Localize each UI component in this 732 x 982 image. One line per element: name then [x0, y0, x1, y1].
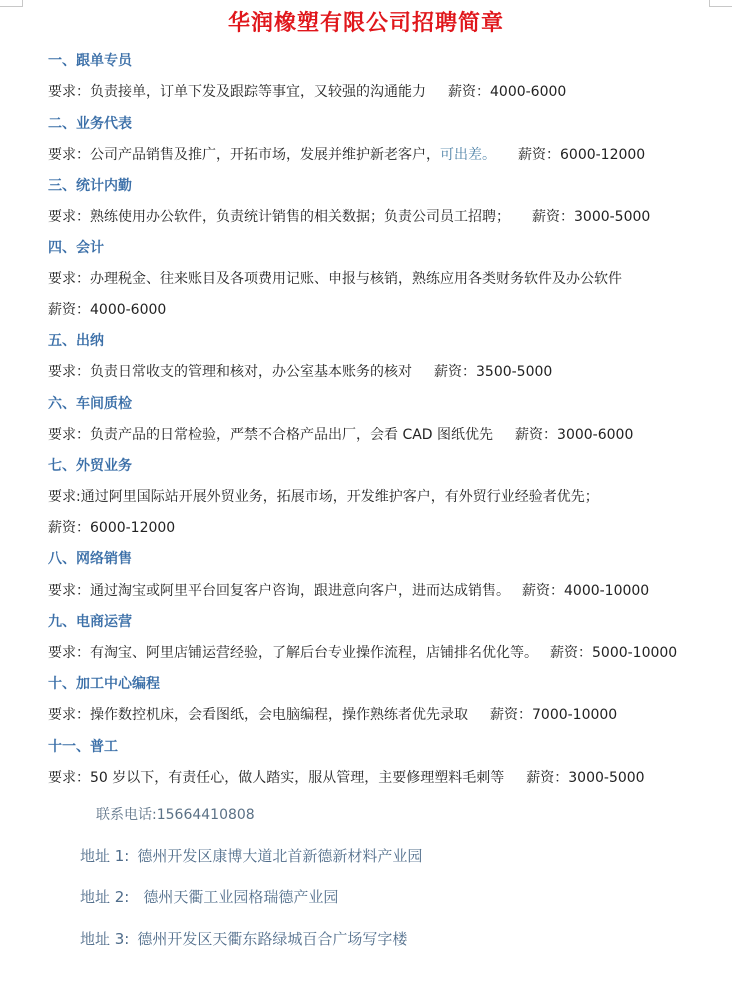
job-salary: 薪资：3500-5000	[434, 364, 553, 380]
job-heading: 二、业务代表	[48, 116, 132, 132]
job-requirement	[48, 144, 645, 164]
job-text: 要求：负责接单，订单下发及跟踪等事宜，又较强的沟通能力	[48, 84, 426, 100]
address-label: 地址 3:	[80, 930, 130, 948]
job-requirement	[48, 704, 617, 724]
job-text: 要求：公司产品销售及推广，开拓市场，发展并维护新老客户，	[48, 147, 440, 163]
job-heading: 五、出纳	[48, 333, 104, 349]
job-text: 要求：负责产品的日常检验，严禁不合格产品出厂，会看 CAD 图纸优先	[48, 427, 494, 443]
address-line	[80, 886, 338, 907]
job-requirement	[48, 767, 645, 787]
job-salary: 薪资：4000-6000	[448, 84, 567, 100]
job-heading: 六、车间质检	[48, 396, 132, 412]
job-heading: 十、加工中心编程	[48, 676, 160, 692]
job-text: 要求：负责日常收支的管理和核对，办公室基本账务的核对	[48, 364, 412, 380]
address-value: 德州开发区康博大道北首新德新材料产业园	[137, 847, 423, 865]
address-label: 地址 2:	[80, 888, 130, 906]
job-text: 要求：通过淘宝或阿里平台回复客户咨询，跟进意向客户，进而达成销售。	[48, 583, 510, 599]
job-salary: 薪资：4000-10000	[522, 583, 650, 599]
job-salary: 薪资：6000-12000	[518, 147, 646, 163]
job-text: 要求：操作数控机床，会看图纸，会电脑编程，操作熟练者优先录取	[48, 707, 468, 723]
job-text: 要求：有淘宝、阿里店铺运营经验，了解后台专业操作流程，店铺排名优化等。	[48, 645, 538, 661]
job-salary: 薪资：3000-5000	[526, 770, 645, 786]
address-value: 德州开发区天衢东路绿城百合广场写字楼	[137, 930, 408, 948]
contact-phone: 联系电话:15664410808	[96, 807, 255, 823]
job-heading: 三、统计内勤	[48, 178, 132, 194]
job-salary: 薪资：4000-6000	[48, 302, 167, 318]
job-heading: 八、网络销售	[48, 551, 132, 567]
job-heading: 四、会计	[48, 240, 104, 256]
job-note: 可出差。	[440, 147, 496, 163]
job-text: 要求：熟练使用办公软件，负责统计销售的相关数据；负责公司员工招聘；	[48, 209, 510, 225]
job-heading: 九、电商运营	[48, 614, 132, 630]
job-requirement	[48, 81, 566, 101]
job-requirement	[48, 424, 633, 444]
address-value: 德州天衢工业园格瑞德产业园	[143, 888, 339, 906]
page-title: 华润橡塑有限公司招聘简章	[227, 11, 504, 36]
address-label: 地址 1:	[80, 847, 130, 865]
job-heading: 十一、普工	[48, 739, 118, 755]
job-heading: 七、外贸业务	[48, 458, 132, 474]
job-salary: 薪资：3000-5000	[532, 209, 651, 225]
job-salary: 薪资：3000-6000	[515, 427, 634, 443]
job-requirement	[48, 206, 650, 226]
job-requirement	[48, 580, 649, 600]
address-line	[80, 845, 422, 866]
job-heading: 一、跟单专员	[48, 53, 132, 69]
job-requirement	[48, 361, 552, 381]
job-requirement	[48, 642, 677, 662]
job-salary: 薪资：6000-12000	[48, 520, 176, 536]
job-salary: 薪资：5000-10000	[550, 645, 678, 661]
job-salary: 薪资：7000-10000	[490, 707, 618, 723]
job-requirement: 要求：办理税金、往来账目及各项费用记账、申报与核销，熟练应用各类财务软件及办公软件	[48, 271, 622, 287]
job-text: 要求：50 岁以下，有责任心，做人踏实，服从管理，主要修理塑料毛刺等	[48, 770, 505, 786]
job-requirement: 要求:通过阿里国际站开展外贸业务，拓展市场，开发维护客户，有外贸行业经验者优先；	[48, 489, 599, 505]
address-line	[80, 928, 407, 949]
